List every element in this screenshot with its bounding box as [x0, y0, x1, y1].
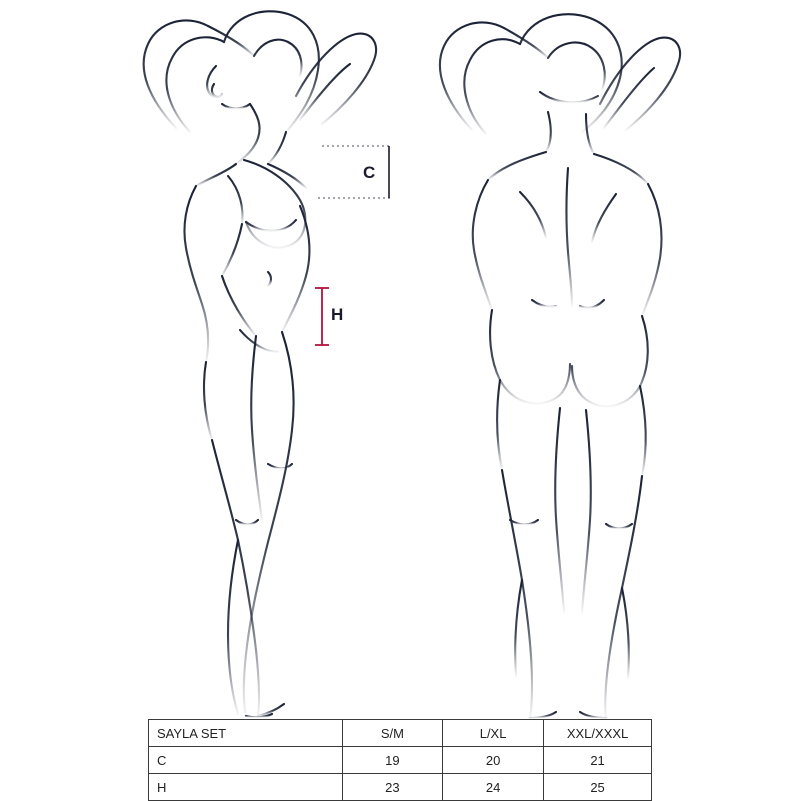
row-label-c: C	[149, 747, 343, 774]
size-table	[148, 719, 652, 801]
table-header-lxl: L/XL	[443, 720, 544, 747]
table-header-row	[149, 720, 652, 747]
row-label-h: H	[149, 774, 343, 801]
back-figure	[440, 14, 680, 718]
row-h-xxl: 25	[544, 774, 652, 801]
row-h-sm: 23	[342, 774, 442, 801]
table-row	[149, 774, 652, 801]
marker-c	[318, 146, 392, 198]
marker-h	[315, 288, 329, 345]
marker-c-label: C	[363, 163, 376, 182]
table-header-xxl: XXL/XXXL	[544, 720, 652, 747]
row-c-xxl: 21	[544, 747, 652, 774]
row-c-lxl: 20	[443, 747, 544, 774]
table-header-title: SAYLA SET	[149, 720, 343, 747]
table-header-sm: S/M	[342, 720, 442, 747]
front-figure	[144, 11, 376, 717]
row-c-sm: 19	[342, 747, 442, 774]
marker-h-label: H	[331, 305, 344, 324]
row-h-lxl: 24	[443, 774, 544, 801]
table-row	[149, 747, 652, 774]
